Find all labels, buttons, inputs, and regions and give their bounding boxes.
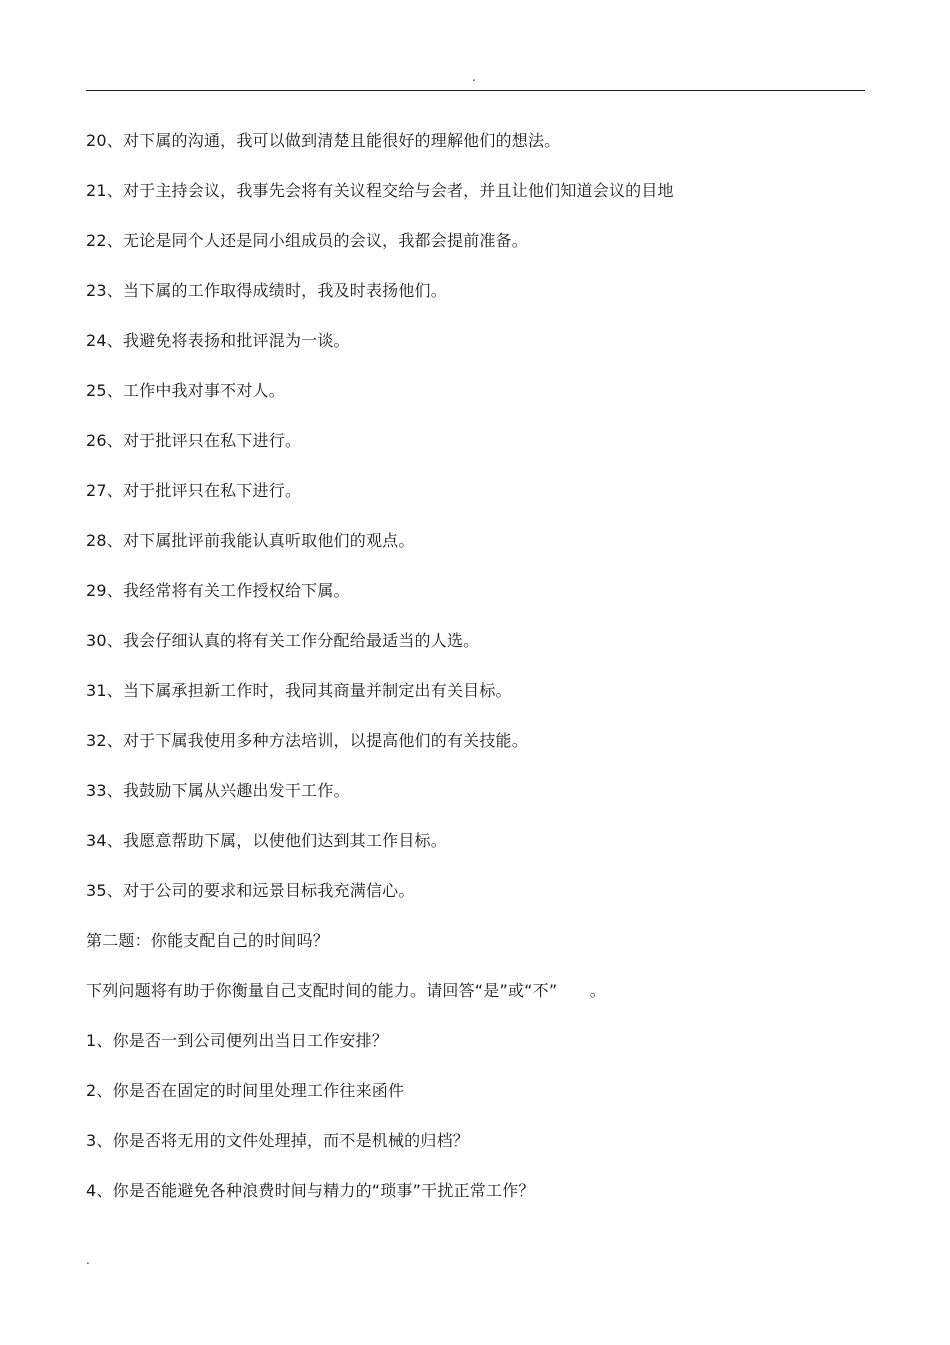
- list-item: 32、对于下属我使用多种方法培训，以提高他们的有关技能。: [86, 731, 528, 750]
- list-item: 34、我愿意帮助下属，以使他们达到其工作目标。: [86, 831, 447, 850]
- question-item: 3、你是否将无用的文件处理掉，而不是机械的归档？: [86, 1131, 469, 1150]
- list-item: 28、对下属批评前我能认真听取他们的观点。: [86, 531, 415, 550]
- list-item: 22、无论是同个人还是同小组成员的会议，我都会提前准备。: [86, 231, 528, 250]
- section-title: 第二题：你能支配自己的时间吗？: [86, 931, 330, 950]
- list-item: 21、对于主持会议，我事先会将有关议程交给与会者，并且让他们知道会议的目地: [86, 181, 674, 200]
- footer-dot: .: [86, 1253, 90, 1267]
- list-item: 23、当下属的工作取得成绩时，我及时表扬他们。: [86, 281, 447, 300]
- list-item: 27、对于批评只在私下进行。: [86, 481, 302, 500]
- list-item: 20、对下属的沟通，我可以做到清楚且能很好的理解他们的想法。: [86, 131, 561, 150]
- list-item: 33、我鼓励下属从兴趣出发干工作。: [86, 781, 350, 800]
- header-rule: [86, 90, 865, 91]
- list-item: 26、对于批评只在私下进行。: [86, 431, 302, 450]
- list-item: 29、我经常将有关工作授权给下属。: [86, 581, 350, 600]
- list-item: 30、我会仔细认真的将有关工作分配给最适当的人选。: [86, 631, 480, 650]
- list-item: 24、我避免将表扬和批评混为一谈。: [86, 331, 350, 350]
- header-dot: .: [472, 70, 476, 84]
- list-item: 31、当下属承担新工作时，我同其商量并制定出有关目标。: [86, 681, 512, 700]
- question-item: 4、你是否能避免各种浪费时间与精力的“琐事”干扰正常工作？: [86, 1181, 535, 1200]
- question-item: 2、你是否在固定的时间里处理工作往来函件: [86, 1081, 405, 1100]
- list-item: 25、工作中我对事不对人。: [86, 381, 285, 400]
- question-item: 1、你是否一到公司便列出当日工作安排？: [86, 1031, 388, 1050]
- section-instruction: 下列问题将有助于你衡量自己支配时间的能力。请回答“是”或“不” 。: [86, 981, 606, 1000]
- list-item: 35、对于公司的要求和远景目标我充满信心。: [86, 881, 415, 900]
- document-body: [86, 124, 865, 1224]
